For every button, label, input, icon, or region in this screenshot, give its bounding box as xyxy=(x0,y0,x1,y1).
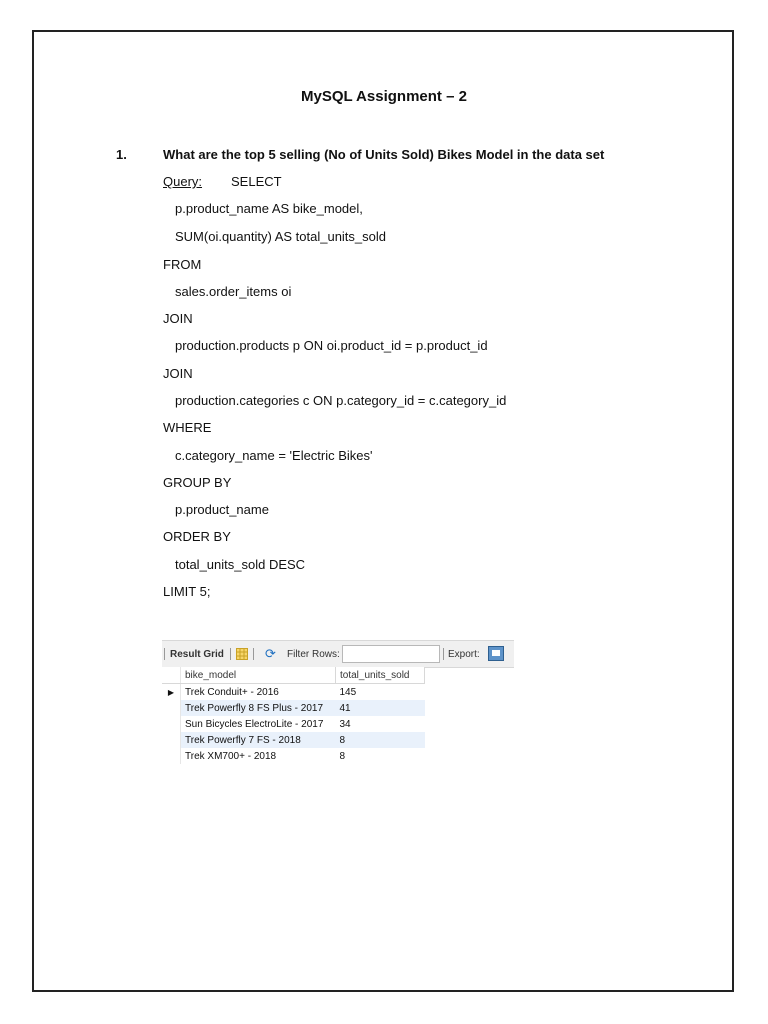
result-grid-toolbar xyxy=(162,640,514,668)
cell-total-units-sold[interactable]: 145 xyxy=(339,686,357,698)
sql-line: JOIN xyxy=(163,311,193,326)
row-indicator xyxy=(162,732,181,748)
sql-line: production.products p ON oi.product_id = p.product_id xyxy=(175,338,488,353)
table-row[interactable] xyxy=(162,748,425,764)
sql-line: FROM xyxy=(163,257,202,272)
column-header-total-units-sold[interactable]: total_units_sold xyxy=(336,667,425,684)
row-indicator xyxy=(162,748,181,764)
table-row[interactable] xyxy=(162,716,425,732)
sql-line: SELECT xyxy=(231,174,282,189)
sql-line: p.product_name AS bike_model, xyxy=(175,201,363,216)
toolbar-separator xyxy=(253,648,254,660)
toolbar-separator xyxy=(443,648,444,660)
cell-total-units-sold[interactable]: 8 xyxy=(336,732,425,748)
cell-total-units-sold[interactable]: 41 xyxy=(336,700,425,716)
export-label: Export: xyxy=(448,649,480,660)
question-number: 1. xyxy=(116,147,127,162)
cell-bike-model[interactable]: Trek XM700+ - 2018 xyxy=(185,750,277,762)
document-title: MySQL Assignment – 2 xyxy=(301,88,467,105)
sql-line: p.product_name xyxy=(175,502,269,517)
filter-rows-input[interactable] xyxy=(342,645,440,663)
cell-bike-model[interactable]: Trek Conduit+ - 2016 xyxy=(185,686,279,698)
refresh-icon[interactable]: ⟳ xyxy=(265,646,276,661)
grid-icon[interactable] xyxy=(236,648,248,660)
table-header-row xyxy=(162,667,425,684)
row-indicator xyxy=(162,700,181,716)
sql-line: GROUP BY xyxy=(163,475,232,490)
result-grid-panel xyxy=(162,640,514,765)
sql-line: c.category_name = 'Electric Bikes' xyxy=(175,448,373,463)
column-header-bike-model[interactable]: bike_model xyxy=(181,667,336,684)
result-table xyxy=(162,667,425,764)
toolbar-separator xyxy=(164,648,165,660)
table-row[interactable] xyxy=(162,732,425,748)
sql-line: LIMIT 5; xyxy=(163,584,211,599)
cell-total-units-sold[interactable]: 34 xyxy=(339,718,351,730)
cell-bike-model[interactable]: Sun Bicycles ElectroLite - 2017 xyxy=(185,718,324,730)
sql-line: total_units_sold DESC xyxy=(175,557,306,572)
sql-line: WHERE xyxy=(163,420,212,435)
sql-line: SUM(oi.quantity) AS total_units_sold xyxy=(175,229,386,244)
cell-total-units-sold[interactable]: 8 xyxy=(339,750,346,762)
row-indicator-header xyxy=(162,667,181,684)
sql-line: sales.order_items oi xyxy=(175,284,292,299)
current-row-marker: ▶ xyxy=(162,684,181,701)
question-text: What are the top 5 selling (No of Units Sold) Bikes Model in the data set xyxy=(163,147,605,162)
filter-rows-label: Filter Rows: xyxy=(287,649,340,660)
sql-line: production.categories c ON p.category_id = c.category_id xyxy=(175,393,507,408)
result-grid-label[interactable]: Result Grid xyxy=(170,649,224,660)
sql-line: JOIN xyxy=(163,366,193,381)
cell-bike-model[interactable]: Trek Powerfly 7 FS - 2018 xyxy=(181,732,336,748)
cell-bike-model[interactable]: Trek Powerfly 8 FS Plus - 2017 xyxy=(181,700,336,716)
sql-line: ORDER BY xyxy=(163,529,231,544)
document-page xyxy=(32,30,734,992)
table-row[interactable] xyxy=(162,700,425,716)
query-label: Query: xyxy=(163,174,203,189)
export-icon[interactable] xyxy=(488,646,504,661)
toolbar-separator xyxy=(230,648,231,660)
table-row[interactable] xyxy=(162,684,425,701)
row-indicator xyxy=(162,716,181,732)
